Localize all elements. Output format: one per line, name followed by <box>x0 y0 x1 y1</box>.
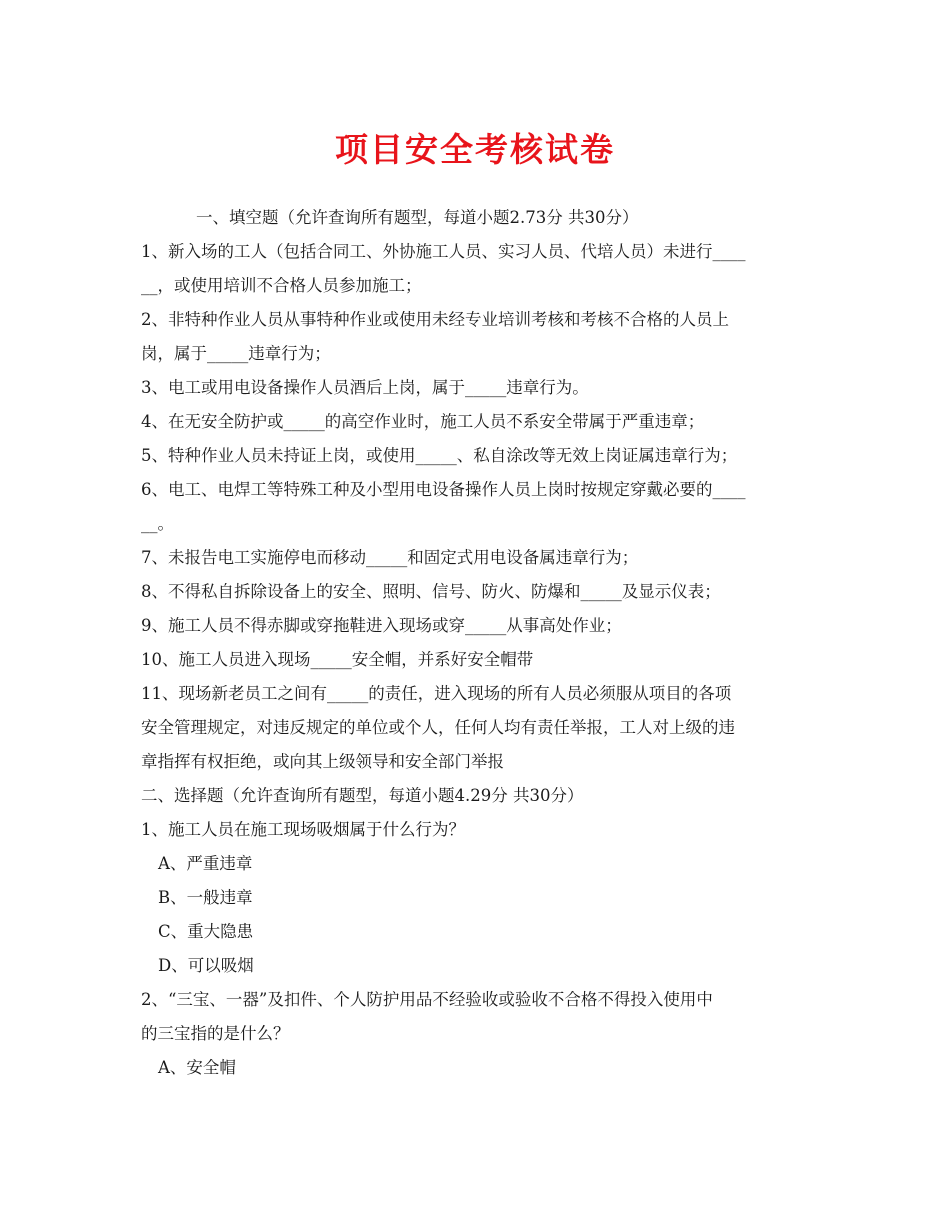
question-line: 2、“三宝、一器”及扣件、个人防护用品不经验收或验收不合格不得投入使用中 <box>141 990 713 1009</box>
answer-option: A、严重违章 <box>158 854 253 873</box>
question-line: __，或使用培训不合格人员参加施工； <box>141 276 422 295</box>
question-line: 3、电工或用电设备操作人员酒后上岗，属于_____违章行为。 <box>141 378 589 397</box>
question-line: 安全管理规定，对违反规定的单位或个人，任何人均有责任举报，工人对上级的违 <box>141 718 735 737</box>
question-line: 11、现场新老员工之间有_____的责任，进入现场的所有人员必须服从项目的各项 <box>141 684 732 703</box>
question-line: 章指挥有权拒绝，或向其上级领导和安全部门举报 <box>141 752 504 771</box>
question-line: 2、非特种作业人员从事特种作业或使用未经专业培训考核和考核不合格的人员上 <box>141 310 729 329</box>
question-line: 7、未报告电工实施停电而移动_____和固定式用电设备属违章行为； <box>141 548 639 567</box>
question-line: 1、新入场的工人（包括合同工、外协施工人员、实习人员、代培人员）未进行____ <box>141 242 746 261</box>
answer-option: A、安全帽 <box>158 1058 236 1077</box>
question-line: 5、特种作业人员未持证上岗，或使用_____、私自涂改等无效上岗证属违章行为； <box>141 446 738 465</box>
answer-option: C、重大隐患 <box>158 922 254 941</box>
answer-option: D、可以吸烟 <box>158 956 254 975</box>
section-heading-fill-blank: 一、填空题（允许查询所有题型，每道小题2.73分 共30分） <box>196 208 639 227</box>
question-line: 的三宝指的是什么？ <box>141 1024 290 1043</box>
question-line: 1、施工人员在施工现场吸烟属于什么行为？ <box>141 820 465 839</box>
question-line: 6、电工、电焊工等特殊工种及小型用电设备操作人员上岗时按规定穿戴必要的____ <box>141 480 746 499</box>
question-line: 10、施工人员进入现场_____安全帽，并系好安全帽带 <box>141 650 534 669</box>
document-body <box>141 201 821 1085</box>
question-line: 9、施工人员不得赤脚或穿拖鞋进入现场或穿_____从事高处作业； <box>141 616 622 635</box>
answer-option: B、一般违章 <box>158 888 253 907</box>
question-line: 8、不得私自拆除设备上的安全、照明、信号、防火、防爆和_____及显示仪表； <box>141 582 721 601</box>
question-line: __。 <box>141 514 174 533</box>
section-heading-multiple-choice: 二、选择题（允许查询所有题型，每道小题4.29分 共30分） <box>141 786 584 805</box>
question-line: 岗，属于_____违章行为； <box>141 344 331 363</box>
question-line: 4、在无安全防护或_____的高空作业时，施工人员不系安全带属于严重违章； <box>141 412 705 431</box>
page-title: 项目安全考核试卷 <box>335 130 615 169</box>
